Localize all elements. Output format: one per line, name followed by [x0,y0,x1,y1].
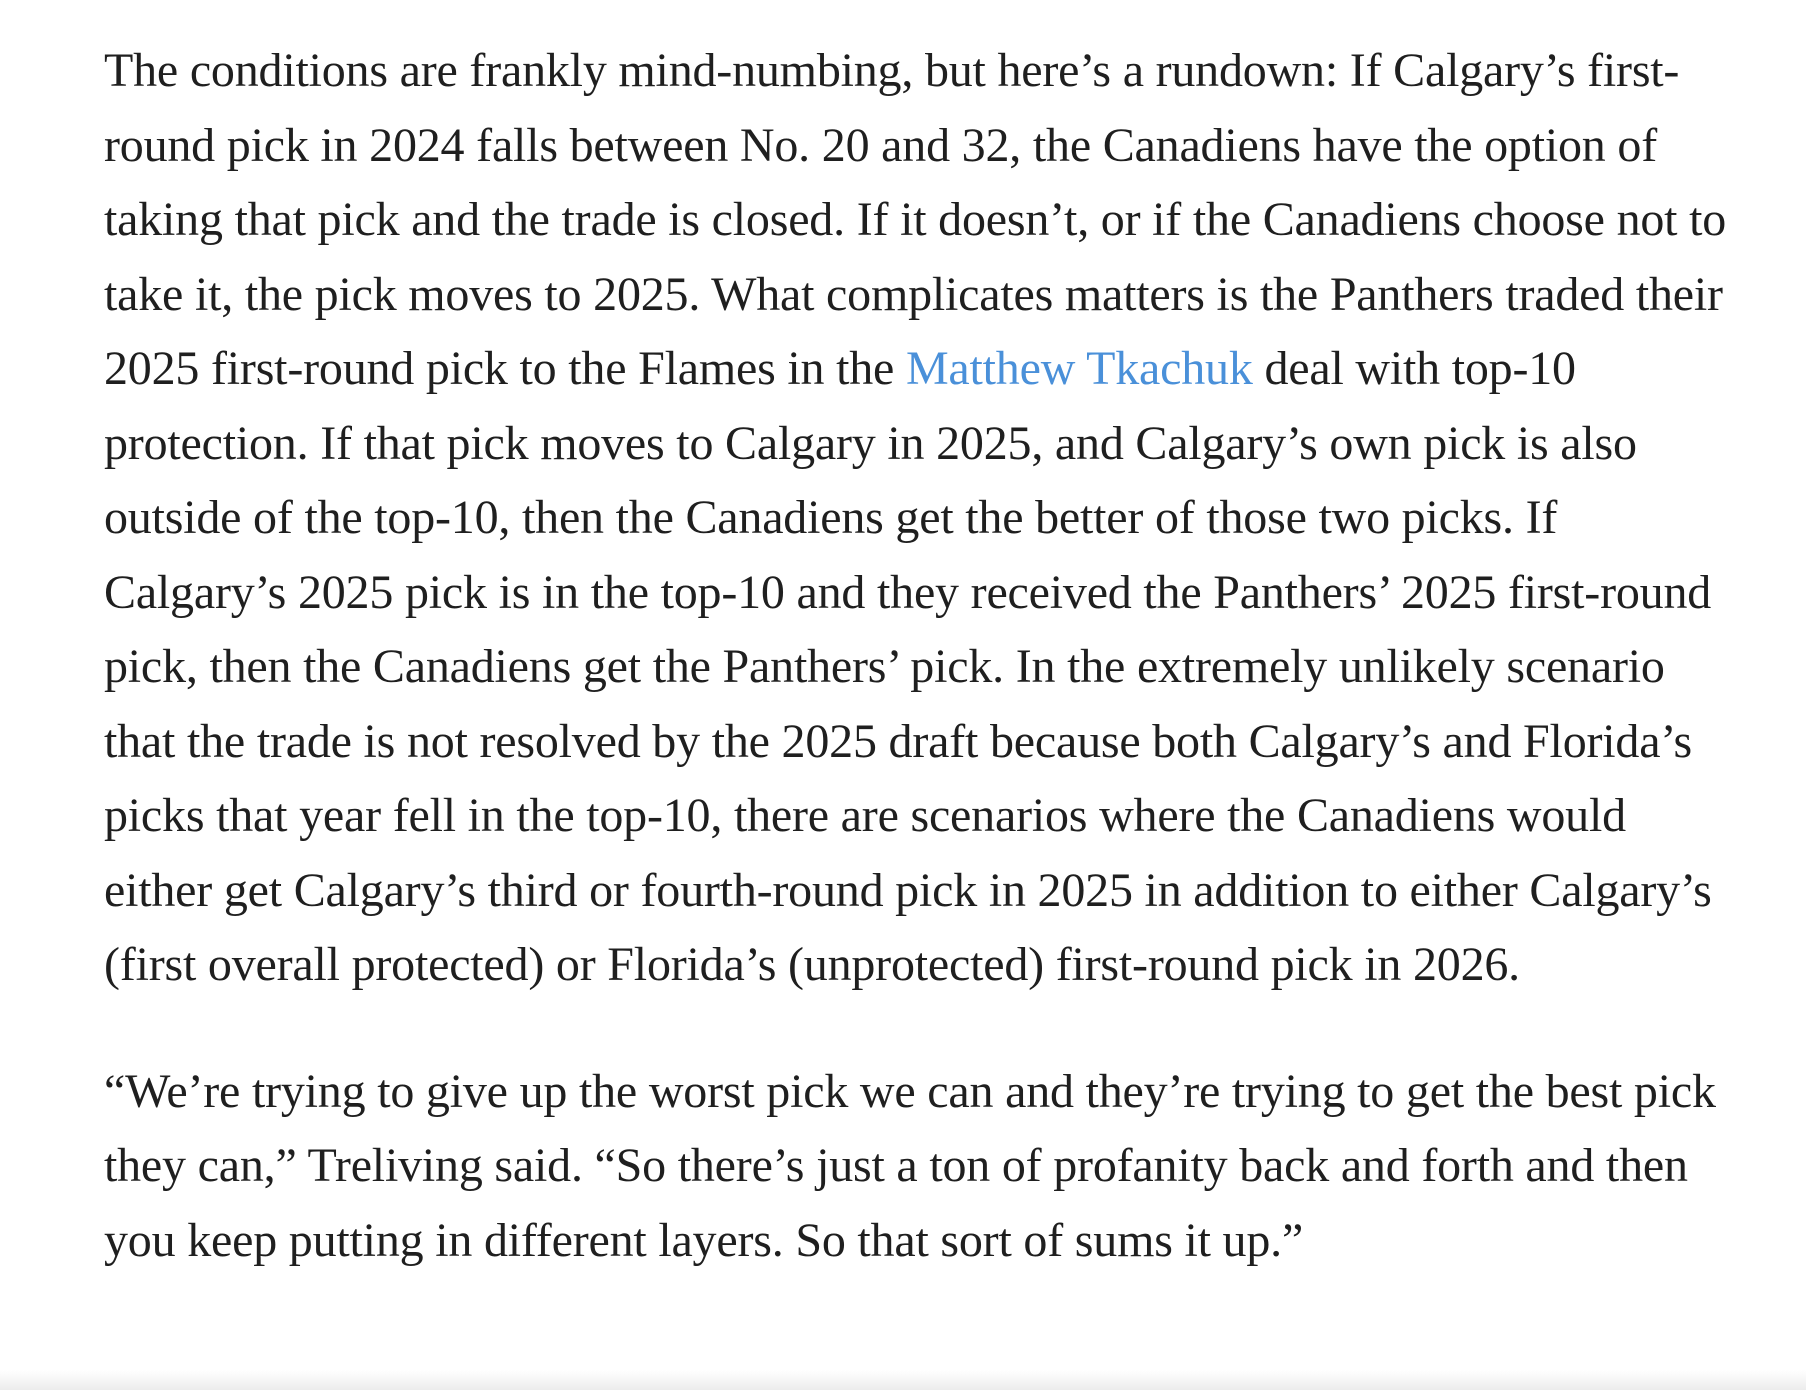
treliving-quote-text: “We’re trying to give up the worst pick we can and they’re trying to get the best pick they can,” Treliving said. “So there’s just a ton of profanity back and forth and then you keep putting in different layers. So that sort of sums it up.” [104,1064,1716,1267]
paragraph-text-after-link: deal with top-10 protection. If that pick moves to Calgary in 2025, and Calgary’s own pick is also outside of the top-10, then the Canadiens get the better of those two picks. If Calgary’s 2025 pick is in the top-10 and they received the Panthers’ 2025 first-round pick, then the Canadiens get the Panthers’ pick. In the extremely unlikely scenario that the trade is not resolved by the 2025 draft because both Calgary’s and Florida’s picks that year fell in the top-10, there are scenarios where the Canadiens would either get Calgary’s third or fourth-round pick in 2025 in addition to either Calgary’s (first overall protected) or Florida’s (unprotected) first-round pick in 2026. [104,342,1712,991]
article-paragraph-quote [104,1055,1734,1279]
player-link-matthew-tkachuk[interactable]: Matthew Tkachuk [905,342,1253,395]
paragraph-text-before-link: The conditions are frankly mind-numbing, but here’s a rundown: If Calgary’s first-round pick in 2024 falls between No. 20 and 32, the Canadiens have the option of taking that pick and the trade is closed. If it doesn’t, or if the Canadiens choose not to take it, the pick moves to 2025. What complicates matters is the Panthers traded their 2025 first-round pick to the Flames in the [104,44,1727,395]
bottom-edge-divider [0,1370,1806,1390]
article-paragraph-rundown [104,34,1734,1003]
article-body [104,34,1734,1278]
